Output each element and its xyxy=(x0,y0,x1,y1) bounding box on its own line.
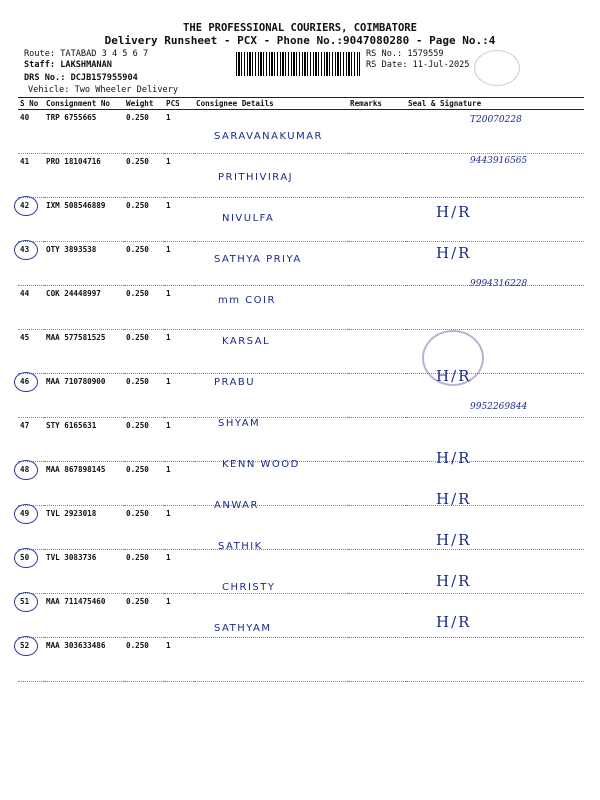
staff-text: Staff: LAKSHMANAN xyxy=(24,60,112,70)
remarks-cell xyxy=(348,330,406,374)
sno-cell xyxy=(18,154,44,198)
serial-number: 41 xyxy=(20,157,30,166)
consignee-handwriting: KENN WOOD xyxy=(222,459,300,470)
signature-cell xyxy=(406,594,584,638)
remarks-handwriting: H/R xyxy=(436,244,472,262)
signature-cell xyxy=(406,418,584,462)
sno-cell xyxy=(18,638,44,682)
serial-number: 45 xyxy=(20,333,30,342)
drs-number: DRS No.: DCJB157955904 xyxy=(24,73,138,83)
consignment-cell: TVL 3083736 xyxy=(44,550,124,594)
remarks-cell xyxy=(348,506,406,550)
pcs-cell: 1 xyxy=(164,198,194,242)
remarks-cell xyxy=(348,550,406,594)
table-header-row xyxy=(18,98,584,110)
remarks-cell xyxy=(348,594,406,638)
weight-cell: 0.250 xyxy=(124,594,164,638)
column-header: Seal & Signature xyxy=(406,98,584,110)
sno-cell xyxy=(18,418,44,462)
runsheet-subtitle: Delivery Runsheet - PCX - Phone No.:9047080280 - Page No.:4 xyxy=(104,34,496,47)
circle-mark xyxy=(14,592,38,612)
vehicle-text: Vehicle: Two Wheeler Delivery xyxy=(28,85,179,95)
consignee-cell xyxy=(194,330,348,374)
remarks-handwriting: H/R xyxy=(436,203,472,221)
sno-cell xyxy=(18,506,44,550)
column-header: Weight xyxy=(124,98,164,110)
pcs-cell: 1 xyxy=(164,330,194,374)
consignee-handwriting: SATHIK xyxy=(218,541,263,552)
consignee-handwriting: mm COIR xyxy=(218,295,276,306)
signature-handwriting: T20070228 xyxy=(470,115,522,125)
table-row xyxy=(18,550,584,594)
serial-number: 51 xyxy=(20,597,29,606)
remarks-cell xyxy=(348,418,406,462)
weight-cell: 0.250 xyxy=(124,330,164,374)
consignment-cell: IXM 508546889 xyxy=(44,198,124,242)
signature-cell xyxy=(406,550,584,594)
serial-number: 43 xyxy=(20,245,29,254)
table-row xyxy=(18,198,584,242)
remarks-handwriting: H/R xyxy=(436,449,472,467)
serial-number: 44 xyxy=(20,289,30,298)
table-row xyxy=(18,506,584,550)
consignment-cell: MAA 711475460 xyxy=(44,594,124,638)
remarks-cell xyxy=(348,286,406,330)
signature-cell xyxy=(406,198,584,242)
table-row xyxy=(18,462,584,506)
remarks-cell xyxy=(348,242,406,286)
circle-mark xyxy=(14,372,38,392)
consignment-cell: OTY 3893538 xyxy=(44,242,124,286)
remarks-cell xyxy=(348,198,406,242)
sno-cell xyxy=(18,198,44,242)
consignee-handwriting: SARAVANAKUMAR xyxy=(214,131,324,142)
column-header: Consignee Details xyxy=(194,98,348,110)
sno-cell xyxy=(18,374,44,418)
table-row xyxy=(18,594,584,638)
consignment-cell: MAA 710780900 xyxy=(44,374,124,418)
column-header: Consignment No xyxy=(44,98,124,110)
remarks-cell xyxy=(348,462,406,506)
consignment-cell: STY 6165631 xyxy=(44,418,124,462)
table-row xyxy=(18,418,584,462)
sno-cell xyxy=(18,286,44,330)
weight-cell: 0.250 xyxy=(124,242,164,286)
consignment-cell: TVL 2923018 xyxy=(44,506,124,550)
serial-number: 46 xyxy=(20,377,29,386)
signature-handwriting: 9443916565 xyxy=(470,156,528,166)
remarks-cell xyxy=(348,638,406,682)
pcs-cell: 1 xyxy=(164,242,194,286)
pcs-cell: 1 xyxy=(164,506,194,550)
consignee-handwriting: NIVULFA xyxy=(222,213,275,224)
pcs-cell: 1 xyxy=(164,418,194,462)
serial-number: 49 xyxy=(20,509,29,518)
company-title: THE PROFESSIONAL COURIERS, COIMBATORE xyxy=(183,22,417,34)
remarks-handwriting: H/R xyxy=(436,531,472,549)
consignee-handwriting: PRITHIVIRAJ xyxy=(218,172,294,183)
consignee-cell xyxy=(194,286,348,330)
remarks-handwriting: H/R xyxy=(436,572,472,590)
rs-date: RS Date: 11-Jul-2025 xyxy=(366,60,470,70)
sno-cell xyxy=(18,550,44,594)
signature-cell xyxy=(406,506,584,550)
signature-cell xyxy=(406,286,584,330)
consignment-cell: COK 24448997 xyxy=(44,286,124,330)
weight-cell: 0.250 xyxy=(124,374,164,418)
serial-number: 52 xyxy=(20,641,29,650)
weight-cell: 0.250 xyxy=(124,286,164,330)
circle-mark xyxy=(14,548,38,568)
column-header: PCS xyxy=(164,98,194,110)
weight-cell: 0.250 xyxy=(124,506,164,550)
seal-stamp xyxy=(422,330,484,386)
signature-handwriting: 9994316228 xyxy=(470,279,528,289)
table-row xyxy=(18,330,584,374)
consignee-handwriting: PRABU xyxy=(214,377,256,388)
sno-cell xyxy=(18,242,44,286)
weight-cell: 0.250 xyxy=(124,110,164,154)
circle-mark xyxy=(14,240,38,260)
serial-number: 40 xyxy=(20,113,30,122)
weight-cell: 0.250 xyxy=(124,418,164,462)
sno-cell xyxy=(18,110,44,154)
pcs-cell: 1 xyxy=(164,638,194,682)
weight-cell: 0.250 xyxy=(124,154,164,198)
consignee-cell xyxy=(194,638,348,682)
pcs-cell: 1 xyxy=(164,550,194,594)
remarks-cell xyxy=(348,110,406,154)
circle-mark xyxy=(14,504,38,524)
consignee-handwriting: SHYAM xyxy=(218,418,261,429)
consignment-cell: TRP 6755665 xyxy=(44,110,124,154)
sno-cell xyxy=(18,330,44,374)
barcode-image xyxy=(236,52,360,76)
signature-cell xyxy=(406,638,584,682)
consignee-handwriting: KARSAL xyxy=(222,336,271,347)
remarks-handwriting: H/R xyxy=(436,367,472,385)
sno-cell xyxy=(18,462,44,506)
table-row xyxy=(18,638,584,682)
pcs-cell: 1 xyxy=(164,374,194,418)
circle-mark xyxy=(14,636,38,656)
pcs-cell: 1 xyxy=(164,594,194,638)
sno-cell xyxy=(18,594,44,638)
remarks-handwriting: H/R xyxy=(436,613,472,631)
weight-cell: 0.250 xyxy=(124,462,164,506)
signature-cell xyxy=(406,462,584,506)
column-header: Remarks xyxy=(348,98,406,110)
runsheet-table xyxy=(18,97,584,682)
pcs-cell: 1 xyxy=(164,462,194,506)
faded-stamp xyxy=(474,50,520,86)
consignee-handwriting: SATHYA PRIYA xyxy=(214,254,302,265)
pcs-cell: 1 xyxy=(164,286,194,330)
serial-number: 47 xyxy=(20,421,30,430)
route-text: Route: TATABAD 3 4 5 6 7 xyxy=(24,49,149,59)
serial-number: 42 xyxy=(20,201,29,210)
serial-number: 48 xyxy=(20,465,29,474)
circle-mark xyxy=(14,196,38,216)
serial-number: 50 xyxy=(20,553,29,562)
consignment-cell: MAA 303633486 xyxy=(44,638,124,682)
column-header: S No xyxy=(18,98,44,110)
consignment-cell: PRO 18104716 xyxy=(44,154,124,198)
table-row xyxy=(18,286,584,330)
remarks-cell xyxy=(348,374,406,418)
remarks-handwriting: H/R xyxy=(436,490,472,508)
weight-cell: 0.250 xyxy=(124,638,164,682)
remarks-cell xyxy=(348,154,406,198)
consignee-handwriting: CHRISTY xyxy=(222,582,276,593)
signature-handwriting: 9952269844 xyxy=(470,402,528,412)
rs-number: RS No.: 1579559 xyxy=(366,49,444,59)
pcs-cell: 1 xyxy=(164,110,194,154)
consignment-cell: MAA 577581525 xyxy=(44,330,124,374)
pcs-cell: 1 xyxy=(164,154,194,198)
weight-cell: 0.250 xyxy=(124,198,164,242)
consignee-handwriting: ANWAR xyxy=(214,500,259,511)
consignment-cell: MAA 867898145 xyxy=(44,462,124,506)
consignee-handwriting: SATHYAM xyxy=(214,623,272,634)
weight-cell: 0.250 xyxy=(124,550,164,594)
circle-mark xyxy=(14,460,38,480)
